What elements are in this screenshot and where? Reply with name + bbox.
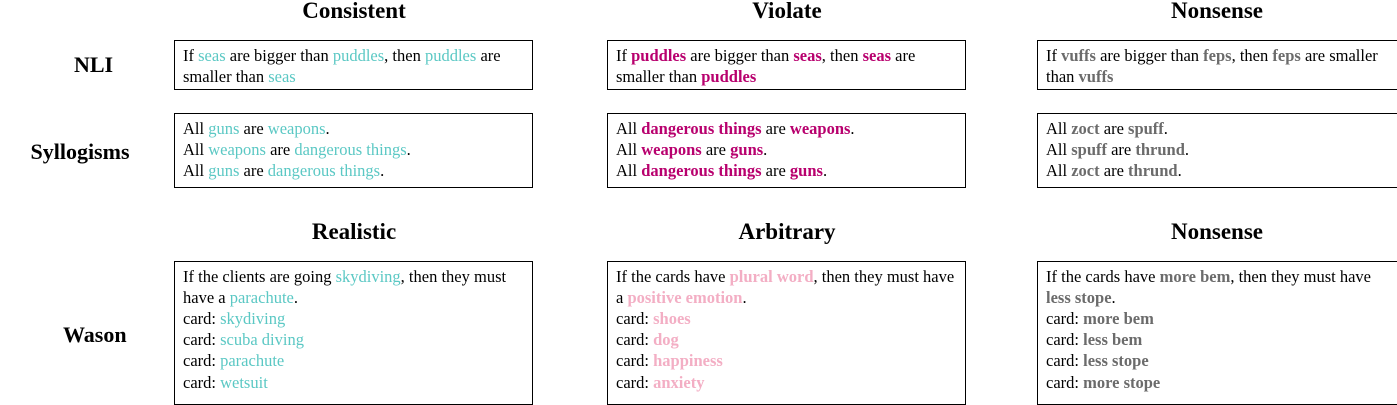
text-run: happiness (653, 351, 723, 371)
text-run: thrund (1135, 140, 1185, 160)
text-run: dangerous things (641, 161, 762, 181)
text-run: are (761, 119, 790, 138)
column-header-nonsense-bottom: Nonsense (1170, 219, 1263, 244)
column-header-violate: Violate (752, 0, 822, 23)
cell-wason-realistic (174, 261, 533, 405)
cell-wason-nonsense (1037, 261, 1397, 405)
text-run: more stope (1083, 372, 1161, 392)
text-run: card: (1046, 309, 1084, 329)
cell-text (1046, 45, 1390, 87)
text-run: less stope (1046, 288, 1112, 308)
text-run: . (822, 161, 828, 181)
cell-wason-arbitrary (607, 261, 966, 405)
text-run: spuff (1128, 119, 1164, 138)
text-run: puddles (332, 46, 385, 65)
text-run: are (761, 161, 790, 181)
text-run: are bigger than (686, 46, 794, 65)
cell-line (616, 139, 958, 160)
text-run: skydiving (335, 267, 401, 286)
text-run: , then (384, 46, 425, 65)
cell-line (183, 118, 525, 139)
text-run: less bem (1083, 330, 1143, 350)
text-run: vuffs (1061, 46, 1096, 65)
text-run: card: (183, 309, 221, 329)
text-run: card: (616, 372, 654, 392)
text-run: zoct (1071, 161, 1100, 181)
text-run: feps (1272, 46, 1301, 65)
cell-line (1046, 372, 1390, 393)
cell-line (616, 350, 958, 371)
cell-line (183, 350, 525, 371)
cell-line (1046, 118, 1390, 139)
cell-nli-violate (607, 40, 966, 90)
text-run: are (1106, 140, 1136, 160)
text-run: weapons (267, 119, 326, 138)
cell-line (616, 308, 958, 329)
text-run: All (616, 161, 642, 181)
column-header-nonsense-top: Nonsense (1170, 0, 1263, 23)
text-run: weapons (789, 119, 851, 138)
cell-line (616, 118, 958, 139)
text-run: card: (1046, 351, 1084, 371)
text-run: shoes (653, 309, 691, 329)
text-run: weapons (208, 140, 266, 160)
text-run: . (380, 161, 385, 181)
text-run: feps (1203, 46, 1232, 65)
text-run: , then (821, 46, 863, 65)
text-run: guns (730, 140, 764, 160)
text-run: , then (1231, 46, 1273, 65)
text-run: All (616, 119, 642, 138)
cell-line (1046, 160, 1390, 181)
text-run: more bem (1083, 309, 1154, 329)
text-run: plural word (729, 267, 814, 286)
text-run: wetsuit (220, 372, 268, 392)
text-run: scuba diving (220, 330, 304, 350)
text-run: seas (268, 67, 296, 87)
text-run: spuff (1071, 140, 1107, 160)
text-run: are bigger than (1095, 46, 1204, 65)
cell-line (183, 139, 525, 160)
text-run: are (265, 140, 295, 160)
text-run: If the cards have (616, 267, 730, 286)
text-run: puddles (424, 46, 477, 65)
cell-line (183, 329, 525, 350)
text-run: thrund (1128, 161, 1178, 181)
text-run: . (293, 288, 298, 308)
cell-lines (616, 266, 958, 393)
cell-line (183, 160, 525, 181)
text-run: seas (793, 46, 822, 65)
text-run: All (183, 140, 209, 160)
text-run: puddles (701, 67, 757, 87)
cell-line (1046, 308, 1390, 329)
text-run: card: (183, 351, 221, 371)
text-run: seas (198, 46, 226, 65)
text-run: , then they must have (1230, 267, 1372, 286)
text-run: . (742, 288, 747, 308)
cell-lines (1046, 266, 1390, 393)
text-run: All (183, 161, 209, 181)
cell-line (1046, 266, 1390, 308)
cell-line (1046, 350, 1390, 371)
text-run: are (1099, 119, 1129, 138)
cell-syllogisms-consistent (174, 113, 533, 188)
cell-line (616, 160, 958, 181)
text-run: card: (183, 372, 221, 392)
cell-syllogisms-nonsense (1037, 113, 1397, 188)
cell-line (1046, 329, 1390, 350)
text-run: guns (789, 161, 823, 181)
text-run: . (850, 119, 855, 138)
text-run: . (1163, 119, 1168, 138)
text-run: positive emotion (627, 288, 743, 308)
cell-line (616, 372, 958, 393)
cell-line (183, 266, 525, 308)
cell-line (616, 266, 958, 308)
text-run: are (701, 140, 731, 160)
cell-lines (183, 118, 525, 181)
text-run: parachute (220, 351, 285, 371)
text-run: If (183, 46, 199, 65)
text-run: If the cards have (1046, 267, 1160, 286)
text-run: dog (653, 330, 679, 350)
text-run: weapons (641, 140, 702, 160)
cell-text (183, 45, 525, 87)
text-run: are bigger than (225, 46, 333, 65)
text-run: , then they must have a (183, 267, 507, 308)
text-run: If the clients are going (183, 267, 336, 286)
text-run: card: (183, 330, 221, 350)
cell-lines (616, 118, 958, 181)
text-run: All (183, 119, 209, 138)
cell-syllogisms-violate (607, 113, 966, 188)
text-run: are smaller than (616, 46, 916, 87)
row-label-wason: Wason (63, 322, 127, 347)
text-run: vuffs (1078, 67, 1114, 87)
text-run: are (1099, 161, 1129, 181)
column-header-arbitrary: Arbitrary (738, 219, 836, 244)
text-run: All (1046, 140, 1072, 160)
cell-lines (183, 266, 525, 393)
text-run: more bem (1159, 267, 1231, 286)
cell-line (1046, 139, 1390, 160)
text-run: . (325, 119, 330, 138)
text-run: zoct (1071, 119, 1100, 138)
text-run: . (763, 140, 768, 160)
text-run: card: (1046, 372, 1084, 392)
text-run: All (616, 140, 642, 160)
text-run: guns (208, 119, 240, 138)
cell-text (616, 45, 958, 87)
text-run: puddles (631, 46, 687, 65)
text-run: . (406, 140, 411, 160)
column-header-realistic: Realistic (311, 219, 397, 244)
text-run: anxiety (653, 372, 705, 392)
text-run: are (239, 119, 268, 138)
cell-nli-nonsense (1037, 40, 1397, 90)
text-run: card: (616, 309, 654, 329)
text-run: If (1046, 46, 1062, 65)
text-run: dangerous things (641, 119, 762, 138)
text-run: are (239, 161, 268, 181)
text-run: card: (616, 330, 654, 350)
text-run: All (1046, 161, 1072, 181)
text-run: . (1184, 140, 1190, 160)
text-run: card: (616, 351, 654, 371)
text-run: are smaller than (183, 46, 501, 87)
text-run: guns (208, 161, 240, 181)
text-run: dangerous things (294, 140, 407, 160)
cell-lines (1046, 118, 1390, 181)
text-run: skydiving (220, 309, 286, 329)
cell-line (183, 372, 525, 393)
text-run: . (1177, 161, 1182, 181)
row-label-nli: NLI (74, 52, 114, 77)
text-run: less stope (1083, 351, 1149, 371)
cell-line (183, 308, 525, 329)
cell-line (616, 329, 958, 350)
text-run: All (1046, 119, 1072, 138)
column-header-consistent: Consistent (302, 0, 406, 23)
cell-nli-consistent (174, 40, 533, 90)
row-label-syllogisms: Syllogisms (30, 139, 130, 164)
text-run: dangerous things (267, 161, 381, 181)
text-run: . (1111, 288, 1116, 308)
text-run: seas (862, 46, 892, 65)
text-run: parachute (229, 288, 294, 308)
text-run: are smaller than (1046, 46, 1378, 87)
text-run: If (616, 46, 632, 65)
text-run: card: (1046, 330, 1084, 350)
text-run: , then they must have a (616, 267, 955, 308)
